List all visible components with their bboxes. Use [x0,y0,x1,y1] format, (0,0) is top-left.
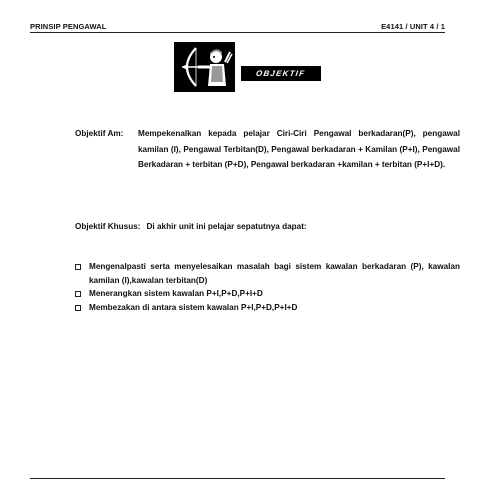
header-rule [30,32,445,33]
objektif-khusus-text: Di akhir unit ini pelajar sepatutnya dapat: [146,222,307,231]
objective-list [75,260,460,314]
list-item: Mengenalpasti serta menyelesaikan masalah bagi sistem kawalan berkadaran (P), kawalan kamilan (I),kawalan terbitan(D) [75,260,460,287]
square-bullet-icon [75,264,81,270]
objektif-am-text: Mempekenalkan kepada pelajar Ciri-Ciri Pengawal berkadaran(P), pengawal kamilan (I), Pengawal Terbitan(D), Pengawal berkadaran + Kamilan (P+I), Pengawal Berkadaran + terbitan (P+D), Pengawal berkadaran +kamilan + terbitan (P+I+D). [138,129,460,169]
list-item: Menerangkan sistem kawalan P+I,P+D,P+I+D [75,287,460,301]
objektif-khusus-section [75,222,460,231]
header-unit-code: E4141 / UNIT 4 / 1 [381,22,445,31]
list-item: Membezakan di antara sistem kawalan P+I,P+D,P+I+D [75,301,460,315]
objektif-khusus-label: Objektif Khusus: [75,222,141,231]
archer-icon [174,42,235,92]
objektif-am-section [75,126,460,173]
objektif-label: OBJEKTIF [241,66,321,81]
header-title: PRINSIP PENGAWAL [30,22,107,31]
square-bullet-icon [75,291,81,297]
square-bullet-icon [75,305,81,311]
objektif-am-label: Objektif Am: [75,129,124,138]
archer-drawing [174,42,235,92]
footer-rule [30,478,445,479]
